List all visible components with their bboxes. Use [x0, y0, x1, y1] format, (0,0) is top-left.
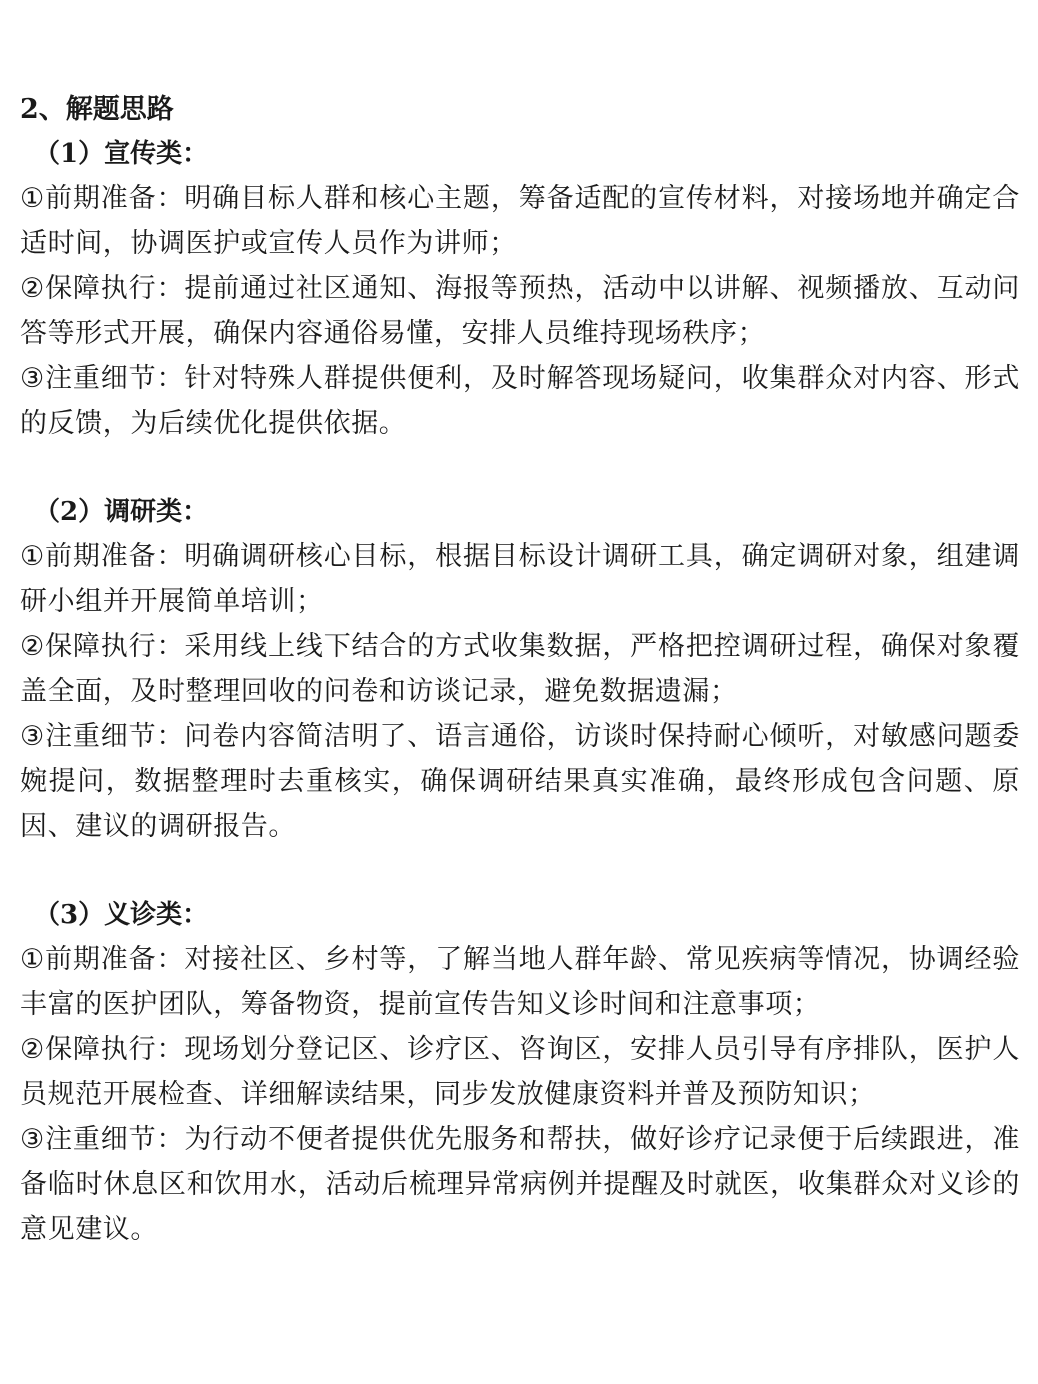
- section-item-details: ③注重细节：问卷内容简洁明了、语言通俗，访谈时保持耐心倾听，对敏感问题委婉提问，数据整理时去重核实，确保调研结果真实准确，最终形成包含问题、原因、建议的调研报告。: [20, 721, 1020, 842]
- section-item-details: ③注重细节：针对特殊人群提供便利，及时解答现场疑问，收集群众对内容、形式的反馈，为后续优化提供依据。: [20, 363, 1020, 439]
- document-page: [20, 88, 1020, 1252]
- section-heading: （1）宣传类：: [34, 139, 209, 169]
- section-item-details: ③注重细节：为行动不便者提供优先服务和帮扶，做好诊疗记录便于后续跟进，准备临时休息区和饮用水，活动后梳理异常病例并提醒及时就医，收集群众对义诊的意见建议。: [20, 1124, 1020, 1245]
- section-item-preparation: ①前期准备：明确调研核心目标，根据目标设计调研工具，确定调研对象，组建调研小组并开展简单培训；: [20, 541, 1020, 617]
- section-item-preparation: ①前期准备：明确目标人群和核心主题，筹备适配的宣传材料，对接场地并确定合适时间，协调医护或宣传人员作为讲师；: [20, 183, 1020, 259]
- section-publicity: [20, 132, 1020, 446]
- page-title: 2、解题思路: [20, 94, 174, 125]
- section-item-preparation: ①前期准备：对接社区、乡村等，了解当地人群年龄、常见疾病等情况，协调经验丰富的医护团队，筹备物资，提前宣传告知义诊时间和注意事项；: [20, 944, 1020, 1020]
- section-heading: （3）义诊类：: [34, 900, 209, 930]
- section-heading: （2）调研类：: [34, 497, 209, 527]
- section-free-clinic: [20, 893, 1020, 1252]
- section-item-execution: ②保障执行：提前通过社区通知、海报等预热，活动中以讲解、视频播放、互动问答等形式开展，确保内容通俗易懂，安排人员维持现场秩序；: [20, 273, 1020, 349]
- section-item-execution: ②保障执行：采用线上线下结合的方式收集数据，严格把控调研过程，确保对象覆盖全面，及时整理回收的问卷和访谈记录，避免数据遗漏；: [20, 631, 1020, 707]
- section-research: [20, 490, 1020, 849]
- section-item-execution: ②保障执行：现场划分登记区、诊疗区、咨询区，安排人员引导有序排队，医护人员规范开展检查、详细解读结果，同步发放健康资料并普及预防知识；: [20, 1034, 1020, 1110]
